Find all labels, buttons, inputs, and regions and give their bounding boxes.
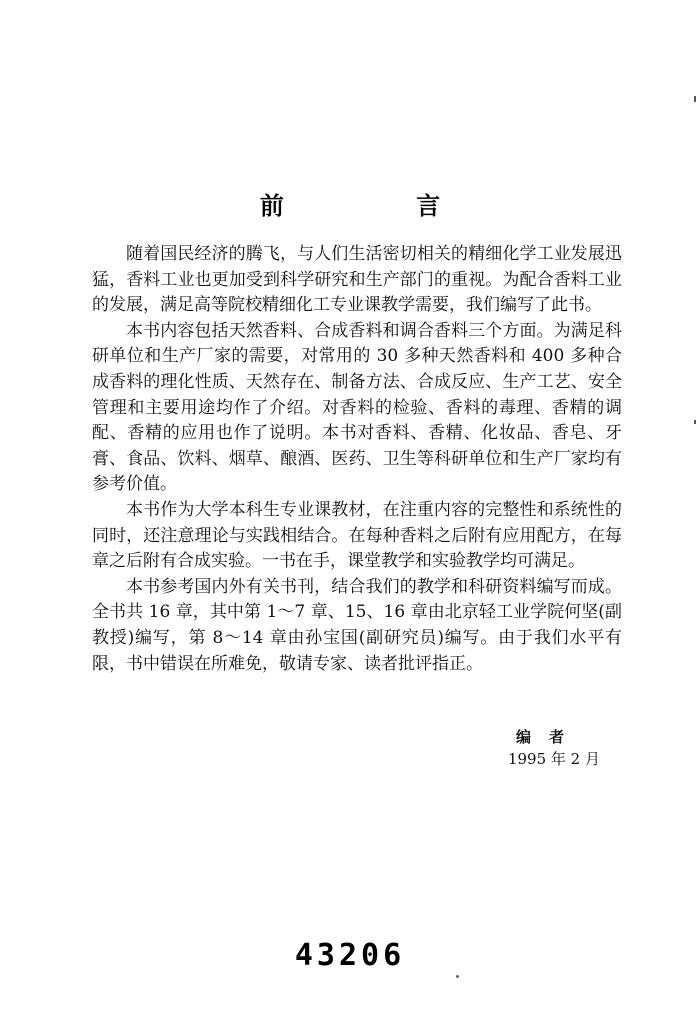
preface-paragraph-4: 本书参考国内外有关书刊，结合我们的教学和科研资料编写而成。全书共 16 章，其中第 1～7 章、15、16 章由北京轻工业学院何坚(副教授)编写，第 8～14 章由孙宝国(副研究员)编写。由于我们水平有限，书中错误在所难免，敬请专家、读者批评指正。: [92, 576, 622, 674]
signature-date: 1995 年 2 月: [507, 750, 600, 768]
signature-block: [508, 726, 600, 770]
preface-paragraph-1: 随着国民经济的腾飞，与人们生活密切相关的精细化学工业发展迅猛，香料工业也更加受到科学研究和生产部门的重视。为配合香料工业的发展，满足高等院校精细化工专业课教学需要，我们编写了此书。: [92, 244, 622, 316]
signature-author: 编者: [515, 728, 582, 746]
page-stamp-number: 43206: [294, 938, 406, 973]
scan-edge-mark: [694, 420, 696, 424]
preface-paragraph-2: 本书内容包括天然香料、合成香料和调合香料三个方面。为满足科研单位和生产厂家的需要，对常用的 30 多种天然香料和 400 多种合成香料的理化性质、天然存在、制备方法、合成反应、生产工艺、安全管理和主要用途均作了介绍。对香料的检验、香料的毒理、香精的调配、香精的应用也作了说明。本书对香料、香精、化妆品、香皂、牙膏、食品、饮料、烟草、酿酒、医药、卫生等科研单位和生产厂家均有参考价值。: [92, 320, 622, 495]
preface-paragraph-3: 本书作为大学本科生专业课教材，在注重内容的完整性和系统性的同时，还注意理论与实践相结合。在每种香料之后附有应用配方，在每章之后附有合成实验。一书在手，课堂教学和实验教学均可满足。: [92, 499, 622, 572]
preface-body: [92, 242, 622, 677]
scan-speck: [456, 975, 459, 978]
preface-title: 前 言: [259, 192, 503, 220]
scan-edge-mark: [694, 96, 696, 102]
